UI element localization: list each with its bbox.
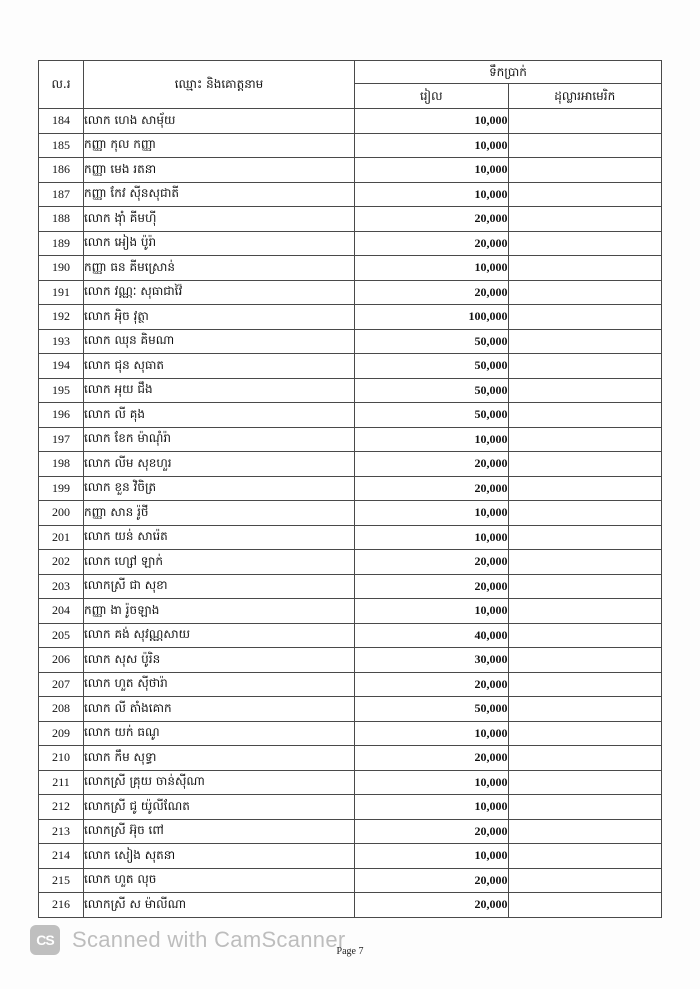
cell-no: 207	[39, 672, 84, 697]
cell-usd-amount	[508, 182, 662, 207]
cell-name: លោក គង់ សុវណ្ណសាយ	[84, 623, 355, 648]
cell-no: 193	[39, 329, 84, 354]
cell-usd-amount	[508, 305, 662, 330]
table-body	[39, 109, 662, 918]
table-row	[39, 746, 662, 771]
cell-name: លោកស្រី ជា សុខា	[84, 574, 355, 599]
cell-name: កញ្ញា កែវ ស៊ីនសុជាតី	[84, 182, 355, 207]
table-row	[39, 427, 662, 452]
cell-usd-amount	[508, 672, 662, 697]
cell-no: 212	[39, 795, 84, 820]
cell-no: 199	[39, 476, 84, 501]
table-row	[39, 672, 662, 697]
table-header	[39, 61, 662, 109]
table-row	[39, 158, 662, 183]
cell-usd-amount	[508, 109, 662, 134]
cell-riel-amount: 20,000	[355, 868, 509, 893]
cell-riel-amount: 10,000	[355, 844, 509, 869]
cell-riel-amount: 20,000	[355, 452, 509, 477]
cell-usd-amount	[508, 525, 662, 550]
table-row	[39, 623, 662, 648]
cell-name: លោក ជុន សុធាត	[84, 354, 355, 379]
table-row	[39, 599, 662, 624]
cell-no: 213	[39, 819, 84, 844]
cell-name: លោក អុិច វុត្ថា	[84, 305, 355, 330]
cell-usd-amount	[508, 207, 662, 232]
cell-no: 215	[39, 868, 84, 893]
cell-name: លោក វណ្ណៈ សុធាជាវ៉ៃ	[84, 280, 355, 305]
cell-no: 201	[39, 525, 84, 550]
table-row	[39, 844, 662, 869]
table-row	[39, 501, 662, 526]
cell-riel-amount: 50,000	[355, 329, 509, 354]
cell-no: 211	[39, 770, 84, 795]
table-row	[39, 256, 662, 281]
column-header-name: ឈ្មោះ និងគោត្តនាម	[84, 61, 355, 109]
cell-name: កញ្ញា កុល កញ្ញា	[84, 133, 355, 158]
cell-no: 210	[39, 746, 84, 771]
table-row	[39, 476, 662, 501]
cell-usd-amount	[508, 844, 662, 869]
column-header-riel: រៀល	[355, 84, 509, 109]
cell-no: 192	[39, 305, 84, 330]
cell-riel-amount: 10,000	[355, 182, 509, 207]
cell-name: លោកស្រី ស ម៉ាលីណា	[84, 893, 355, 918]
cell-riel-amount: 10,000	[355, 721, 509, 746]
cell-name: លោក ឈុន គិមណា	[84, 329, 355, 354]
cell-usd-amount	[508, 770, 662, 795]
camscanner-watermark-text: Scanned with CamScanner	[72, 927, 346, 952]
table-row	[39, 452, 662, 477]
cell-no: 206	[39, 648, 84, 673]
cell-name: លោកស្រី អ៊ុច ពៅ	[84, 819, 355, 844]
table-row	[39, 868, 662, 893]
table-row	[39, 648, 662, 673]
table-row	[39, 280, 662, 305]
cell-name: លោក សុស ប៉ូរិន	[84, 648, 355, 673]
cell-name: កញ្ញា ងា រ៉ូចឡាង	[84, 599, 355, 624]
cell-usd-amount	[508, 158, 662, 183]
cell-usd-amount	[508, 623, 662, 648]
table-row	[39, 207, 662, 232]
cell-riel-amount: 10,000	[355, 501, 509, 526]
cell-no: 209	[39, 721, 84, 746]
cell-usd-amount	[508, 133, 662, 158]
cell-usd-amount	[508, 452, 662, 477]
cell-no: 190	[39, 256, 84, 281]
table-row	[39, 795, 662, 820]
table-row	[39, 354, 662, 379]
cell-name: លោក អៀង ប៉ូរ៉ា	[84, 231, 355, 256]
cell-no: 200	[39, 501, 84, 526]
cell-usd-amount	[508, 427, 662, 452]
cell-name: លោក ហ្សៅ ឡាក់	[84, 550, 355, 575]
cell-name: លោក លីម សុខហួរ	[84, 452, 355, 477]
cell-name: លោក ខែក ម៉ាណុំរ៉ា	[84, 427, 355, 452]
cell-usd-amount	[508, 795, 662, 820]
cell-usd-amount	[508, 697, 662, 722]
table-row	[39, 697, 662, 722]
header-row-primary	[39, 61, 662, 84]
cell-no: 194	[39, 354, 84, 379]
cell-no: 196	[39, 403, 84, 428]
cell-riel-amount: 50,000	[355, 697, 509, 722]
cell-usd-amount	[508, 721, 662, 746]
cell-usd-amount	[508, 231, 662, 256]
cell-riel-amount: 20,000	[355, 231, 509, 256]
cell-usd-amount	[508, 378, 662, 403]
column-header-no: ល.រ	[39, 61, 84, 109]
cell-name: លោក សៀង សុតនា	[84, 844, 355, 869]
cell-no: 216	[39, 893, 84, 918]
table-row	[39, 182, 662, 207]
cell-riel-amount: 10,000	[355, 427, 509, 452]
cell-usd-amount	[508, 501, 662, 526]
cell-usd-amount	[508, 329, 662, 354]
donor-table	[38, 60, 662, 918]
cell-riel-amount: 30,000	[355, 648, 509, 673]
table-row	[39, 525, 662, 550]
cell-no: 191	[39, 280, 84, 305]
table-row	[39, 819, 662, 844]
table-row	[39, 133, 662, 158]
cell-riel-amount: 20,000	[355, 207, 509, 232]
cell-no: 205	[39, 623, 84, 648]
donor-table-container	[38, 60, 662, 918]
cell-riel-amount: 20,000	[355, 550, 509, 575]
cell-riel-amount: 40,000	[355, 623, 509, 648]
cell-name: លោក លី តាំងគោក	[84, 697, 355, 722]
cell-usd-amount	[508, 819, 662, 844]
cell-name: លោក កឹម សុទ្ធា	[84, 746, 355, 771]
cell-riel-amount: 100,000	[355, 305, 509, 330]
cell-no: 208	[39, 697, 84, 722]
cell-no: 204	[39, 599, 84, 624]
cell-usd-amount	[508, 868, 662, 893]
table-row	[39, 305, 662, 330]
cell-name: លោក អុយ ជឹង	[84, 378, 355, 403]
table-row	[39, 574, 662, 599]
cell-riel-amount: 10,000	[355, 109, 509, 134]
cell-riel-amount: 10,000	[355, 525, 509, 550]
page-number-footer: Page 7	[336, 946, 364, 957]
cell-usd-amount	[508, 648, 662, 673]
cell-no: 197	[39, 427, 84, 452]
table-row	[39, 329, 662, 354]
cell-usd-amount	[508, 893, 662, 918]
cell-name: លោកស្រី ជូ យ៉ូលីណែត	[84, 795, 355, 820]
cell-name: លោក ខួន វិចិត្រ	[84, 476, 355, 501]
cell-no: 202	[39, 550, 84, 575]
cell-riel-amount: 20,000	[355, 893, 509, 918]
cell-usd-amount	[508, 354, 662, 379]
cell-name: លោក ហេង សាម៉័យ	[84, 109, 355, 134]
cell-usd-amount	[508, 550, 662, 575]
cell-riel-amount: 20,000	[355, 280, 509, 305]
cell-riel-amount: 10,000	[355, 599, 509, 624]
cell-name: កញ្ញា មេង រតនា	[84, 158, 355, 183]
cell-usd-amount	[508, 476, 662, 501]
cell-riel-amount: 50,000	[355, 403, 509, 428]
cell-usd-amount	[508, 280, 662, 305]
cell-riel-amount: 10,000	[355, 256, 509, 281]
cell-name: លោក យក់ ធណូ	[84, 721, 355, 746]
cell-name: លោក ហួត លុច	[84, 868, 355, 893]
table-row	[39, 109, 662, 134]
cell-usd-amount	[508, 599, 662, 624]
cell-no: 195	[39, 378, 84, 403]
cell-riel-amount: 50,000	[355, 378, 509, 403]
cell-no: 186	[39, 158, 84, 183]
cell-no: 187	[39, 182, 84, 207]
cell-riel-amount: 50,000	[355, 354, 509, 379]
cell-riel-amount: 20,000	[355, 672, 509, 697]
cell-riel-amount: 20,000	[355, 574, 509, 599]
cell-name: លោកស្រី គ្រុយ ចាន់ស៊ីណា	[84, 770, 355, 795]
table-row	[39, 893, 662, 918]
cell-riel-amount: 10,000	[355, 133, 509, 158]
cell-name: លោក ហួត ស៊ីថារ៉ា	[84, 672, 355, 697]
cell-usd-amount	[508, 746, 662, 771]
cell-name: លោក យន់ សារ៉េត	[84, 525, 355, 550]
cell-riel-amount: 20,000	[355, 746, 509, 771]
cell-no: 203	[39, 574, 84, 599]
table-row	[39, 231, 662, 256]
column-header-usd: ដុល្លារអាមេរិក	[508, 84, 662, 109]
cell-name: កញ្ញា សាន រ៉ូថី	[84, 501, 355, 526]
table-row	[39, 721, 662, 746]
cell-riel-amount: 10,000	[355, 770, 509, 795]
cell-usd-amount	[508, 574, 662, 599]
cell-no: 185	[39, 133, 84, 158]
table-row	[39, 770, 662, 795]
cell-name: លោក ង៉ាំ គីមហុី	[84, 207, 355, 232]
cell-riel-amount: 10,000	[355, 795, 509, 820]
cell-name: កញ្ញា ធន គីមស្រោន់	[84, 256, 355, 281]
column-header-amount: ទឹកប្រាក់	[355, 61, 662, 84]
table-row	[39, 378, 662, 403]
table-row	[39, 550, 662, 575]
camscanner-badge-icon: CS	[30, 925, 60, 955]
cell-no: 184	[39, 109, 84, 134]
cell-name: លោក លី គុង	[84, 403, 355, 428]
cell-riel-amount: 10,000	[355, 158, 509, 183]
cell-no: 214	[39, 844, 84, 869]
cell-usd-amount	[508, 403, 662, 428]
cell-no: 189	[39, 231, 84, 256]
cell-riel-amount: 20,000	[355, 819, 509, 844]
table-row	[39, 403, 662, 428]
cell-riel-amount: 20,000	[355, 476, 509, 501]
cell-no: 198	[39, 452, 84, 477]
cell-no: 188	[39, 207, 84, 232]
cell-usd-amount	[508, 256, 662, 281]
